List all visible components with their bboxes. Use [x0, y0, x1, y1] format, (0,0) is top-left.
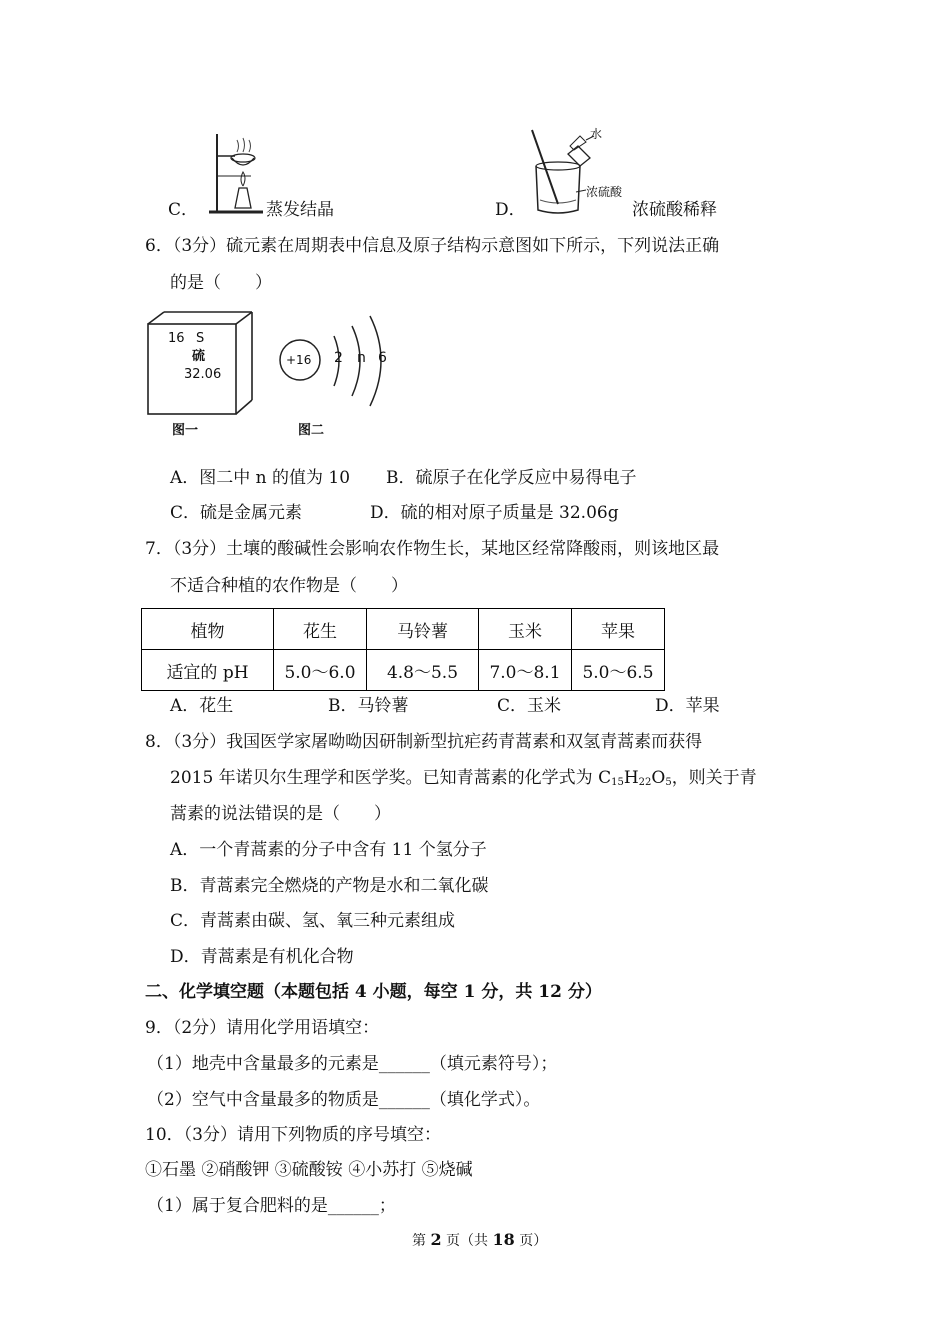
q6-option-d: D．硫的相对原子质量是 32.06g	[370, 503, 619, 523]
acid-dilution-apparatus-icon	[528, 124, 638, 220]
shell2-electrons: n	[357, 350, 366, 366]
atomic-number: 16	[168, 331, 185, 346]
nucleus-charge: +16	[286, 353, 312, 367]
q6-option-a: A．图二中 n 的值为 10	[170, 468, 351, 488]
element-symbol: S	[196, 331, 205, 346]
q10-stem: 10．（3分）请用下列物质的序号填空：	[145, 1125, 441, 1145]
element-name: 硫	[192, 349, 206, 364]
q8-option-c: C．青蒿素由碳、氢、氧三种元素组成	[170, 911, 456, 931]
table-cell: 5.0～6.0	[274, 650, 367, 691]
q9-stem: 9．（2分）请用化学用语填空：	[145, 1018, 380, 1038]
periodic-table-cell-figure	[140, 306, 260, 440]
q5-option-c-label: 蒸发结晶	[266, 200, 334, 220]
q8-option-a: A．一个青蒿素的分子中含有 11 个氢分子	[170, 840, 487, 860]
figure2-caption: 图二	[298, 423, 325, 438]
q10-substance-list: ①石墨 ②硝酸钾 ③硫酸铵 ④小苏打 ⑤烧碱	[145, 1160, 473, 1180]
table-cell: 苹果	[572, 609, 665, 650]
q8-option-d: D．青蒿素是有机化合物	[170, 947, 354, 967]
atomic-mass: 32.06	[184, 367, 222, 382]
water-label: 水	[590, 127, 603, 141]
shell1-electrons: 2	[334, 350, 343, 366]
q6-stem-line2: 的是（ ）	[170, 273, 272, 293]
table-cell: 玉米	[479, 609, 572, 650]
page-footer: 第 2 页（共 18 页）	[412, 1230, 548, 1249]
table-row	[142, 650, 665, 691]
table-cell: 7.0～8.1	[479, 650, 572, 691]
table-cell: 花生	[274, 609, 367, 650]
q9-part1: （1）地壳中含量最多的元素是______（填元素符号）；	[147, 1054, 558, 1074]
evaporation-apparatus-icon	[205, 128, 267, 218]
q8-option-b: B．青蒿素完全燃烧的产物是水和二氧化碳	[170, 876, 489, 896]
q9-part2: （2）空气中含量最多的物质是______（填化学式）。	[147, 1090, 541, 1110]
q5-option-d-label: 浓硫酸稀释	[632, 200, 717, 220]
q7-option-d: D．苹果	[655, 696, 720, 716]
table-cell: 4.8～5.5	[367, 650, 479, 691]
q10-part1: （1）属于复合肥料的是______；	[147, 1196, 396, 1216]
ph-table	[141, 608, 665, 691]
q7-option-a: A．花生	[170, 696, 234, 716]
figure1-caption: 图一	[172, 423, 199, 438]
q5-option-d-letter: D．	[495, 200, 526, 220]
table-cell: 马铃薯	[367, 609, 479, 650]
shell3-electrons: 6	[378, 350, 387, 366]
q6-option-b: B．硫原子在化学反应中易得电子	[386, 468, 637, 488]
q7-stem-line2: 不适合种植的农作物是（ ）	[170, 576, 408, 596]
table-cell: 5.0～6.5	[572, 650, 665, 691]
q5-option-c-letter: C．	[168, 200, 199, 220]
atomic-structure-figure	[272, 310, 402, 440]
table-row	[142, 609, 665, 650]
q8-stem-line2: 2015 年诺贝尔生理学和医学奖。已知青蒿素的化学式为 $C_{15}H_{22}O_5$，则关于青	[170, 768, 757, 788]
q7-option-c: C．玉米	[497, 696, 562, 716]
acid-label: 浓硫酸	[586, 185, 623, 199]
table-cell: 植物	[142, 609, 274, 650]
q6-option-c: C．硫是金属元素	[170, 503, 303, 523]
q7-stem-line1: 7．（3分）土壤的酸碱性会影响农作物生长，某地区经常降酸雨，则该地区最	[145, 539, 720, 559]
table-cell: 适宜的 pH	[142, 650, 274, 691]
q8-stem-line1: 8．（3分）我国医学家屠呦呦因研制新型抗疟药青蒿素和双氢青蒿素而获得	[145, 732, 703, 752]
section2-heading: 二、化学填空题（本题包括 4 小题，每空 1 分，共 12 分）	[145, 982, 602, 1002]
q7-option-b: B．马铃薯	[328, 696, 409, 716]
q8-stem-line3: 蒿素的说法错误的是（ ）	[170, 804, 391, 824]
q6-stem-line1: 6．（3分）硫元素在周期表中信息及原子结构示意图如下所示，下列说法正确	[145, 236, 720, 256]
